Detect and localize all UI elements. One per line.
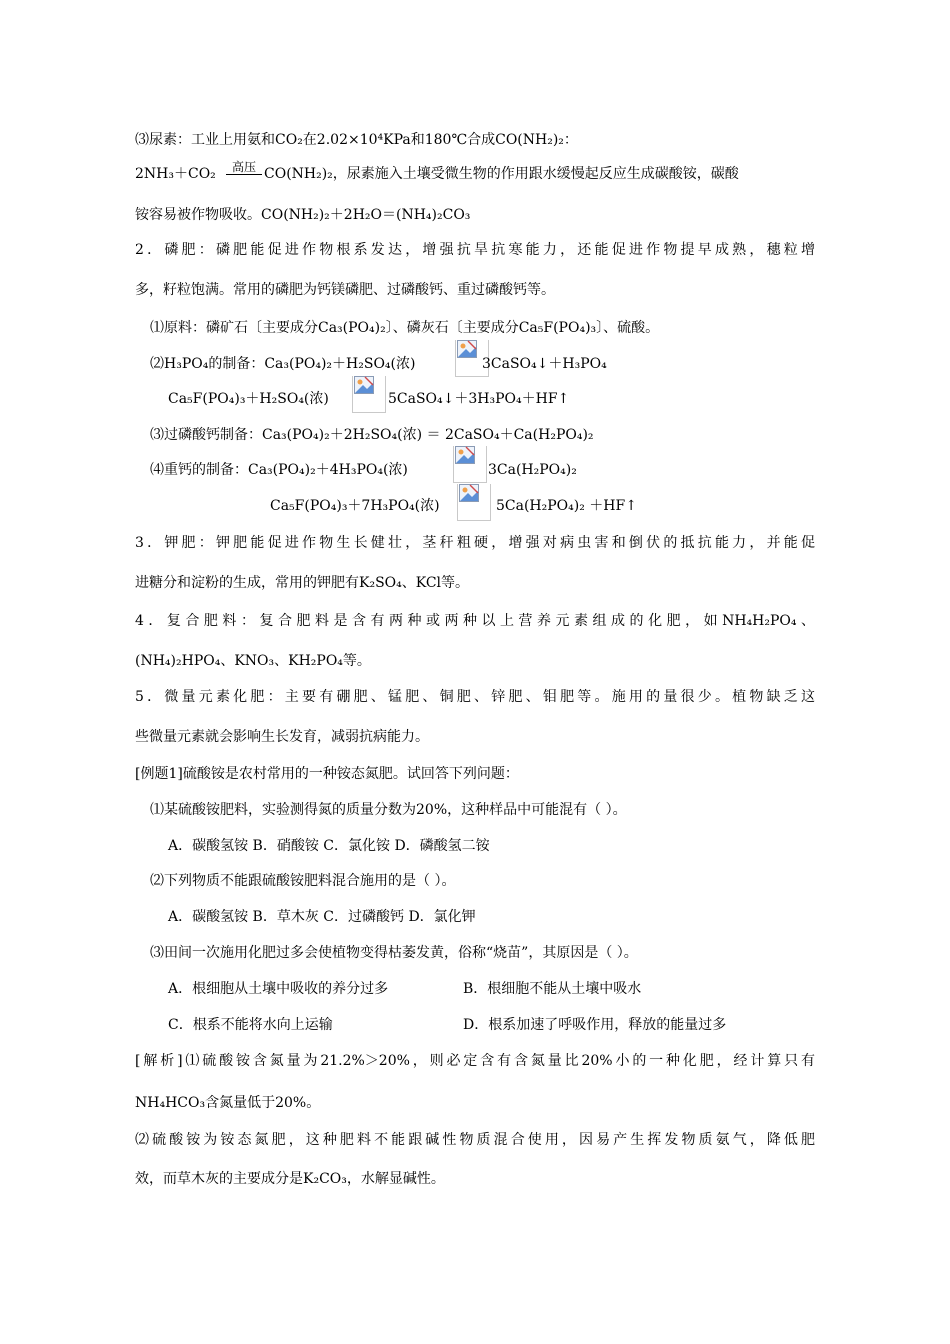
analysis-line: [解析]⑴硫酸铵含氮量为21.2%＞20%，则必定含有含氮量比20%小的一种化肥，经计算只有 [135, 1053, 815, 1069]
question-3-option-d: D．根系加速了呼吸作用，释放的能量过多 [463, 1017, 727, 1033]
fluorapatite-left: Ca₅F(PO₄)₃＋H₂SO₄(浓) [168, 391, 329, 407]
phosphate-paragraph-line: 2．磷肥：磷肥能促进作物根系发达，增强抗旱抗寒能力，还能促进作物提早成熟，穗粒增 [135, 242, 815, 258]
trace-element-line: 5．微量元素化肥：主要有硼肥、锰肥、铜肥、锌肥、钼肥等。施用的量很少。植物缺乏这 [135, 689, 815, 705]
question-2-options: A．碳酸氢铵 B．草木灰 C．过磷酸钙 D．氯化钾 [168, 909, 476, 925]
phosphate-paragraph-line: 多，籽粒饱满。常用的磷肥为钙镁磷肥、过磷酸钙、重过磷酸钙等。 [135, 282, 555, 298]
example-heading: [例题1]硫酸铵是农村常用的一种铵态氮肥。试回答下列问题： [135, 766, 519, 782]
urea-equation-left: 2NH₃＋CO₂ [135, 166, 216, 182]
broken-image-icon [352, 376, 386, 413]
h3po4-prep-left: ⑵H₃PO₄的制备：Ca₃(PO₄)₂＋H₂SO₄(浓) [150, 356, 416, 372]
compound-fertilizer-line: (NH₄)₂HPO₄、KNO₃、KH₂PO₄等。 [135, 653, 371, 669]
urea-paragraph-line: 铵容易被作物吸收。CO(NH₂)₂＋2H₂O＝(NH₄)₂CO₃ [135, 207, 471, 223]
triple-fluorapatite-right: 5Ca(H₂PO₄)₂ ＋HF↑ [496, 498, 637, 514]
fluorapatite-right: 5CaSO₄↓＋3H₃PO₄＋HF↑ [388, 391, 570, 407]
potash-paragraph-line: 进糖分和淀粉的生成，常用的钾肥有K₂SO₄、KCl等。 [135, 575, 470, 591]
question-3: ⑶田间一次施用化肥过多会使植物变得枯萎发黄，俗称“烧苗”，其原因是（ ）。 [150, 945, 638, 961]
raw-materials-line: ⑴原料：磷矿石〔主要成分Ca₃(PO₄)₂〕、磷灰石〔主要成分Ca₅F(PO₄)₃〕、硫酸。 [150, 320, 660, 336]
compound-fertilizer-line: 4．复合肥料：复合肥料是含有两种或两种以上营养元素组成的化肥，如NH₄H₂PO₄、 [135, 613, 815, 629]
triple-superphosphate-right: 3Ca(H₂PO₄)₂ [488, 462, 577, 478]
question-2: ⑵下列物质不能跟硫酸铵肥料混合施用的是（ ）。 [150, 873, 456, 889]
urea-heading: ⑶尿素：工业上用氨和CO₂在2.02×10⁴KPa和180℃合成CO(NH₂)₂： [135, 132, 578, 148]
potash-paragraph-line: 3．钾肥：钾肥能促进作物生长健壮，茎秆粗硬，增强对病虫害和倒伏的抵抗能力，并能促 [135, 535, 815, 551]
reaction-arrow-line [226, 174, 262, 175]
superphosphate-line: ⑶过磷酸钙制备：Ca₃(PO₄)₂＋2H₂SO₄(浓) ＝ 2CaSO₄＋Ca(H₂PO₄)₂ [150, 427, 594, 443]
analysis-line: NH₄HCO₃含氮量低于20%。 [135, 1095, 321, 1111]
analysis-line: ⑵硫酸铵为铵态氮肥，这种肥料不能跟碱性物质混合使用，因易产生挥发物质氨气，降低肥 [135, 1132, 815, 1148]
broken-image-icon [453, 446, 487, 483]
question-1-options: A．碳酸氢铵 B．硝酸铵 C．氯化铵 D．磷酸氢二铵 [168, 838, 490, 854]
broken-image-icon [457, 484, 491, 521]
triple-superphosphate-left: ⑷重钙的制备：Ca₃(PO₄)₂＋4H₃PO₄(浓) [150, 462, 408, 478]
urea-paragraph-line: CO(NH₂)₂，尿素施入土壤受微生物的作用跟水缓慢起反应生成碳酸铵，碳酸 [264, 166, 739, 182]
question-3-option-b: B．根细胞不能从土壤中吸水 [463, 981, 642, 997]
h3po4-prep-right: 3CaSO₄↓＋H₃PO₄ [482, 356, 607, 372]
question-3-option-a: A．根细胞从土壤中吸收的养分过多 [168, 981, 389, 997]
question-3-option-c: C．根系不能将水向上运输 [168, 1017, 333, 1033]
analysis-line: 效，而草木灰的主要成分是K₂CO₃，水解显碱性。 [135, 1171, 445, 1187]
triple-fluorapatite-left: Ca₅F(PO₄)₃＋7H₃PO₄(浓) [270, 498, 440, 514]
question-1: ⑴某硫酸铵肥料，实验测得氮的质量分数为20%，这种样品中可能混有（ ）。 [150, 802, 627, 818]
trace-element-line: 些微量元素就会影响生长发育，减弱抗病能力。 [135, 729, 429, 745]
reaction-condition-label: 高压 [232, 160, 257, 174]
